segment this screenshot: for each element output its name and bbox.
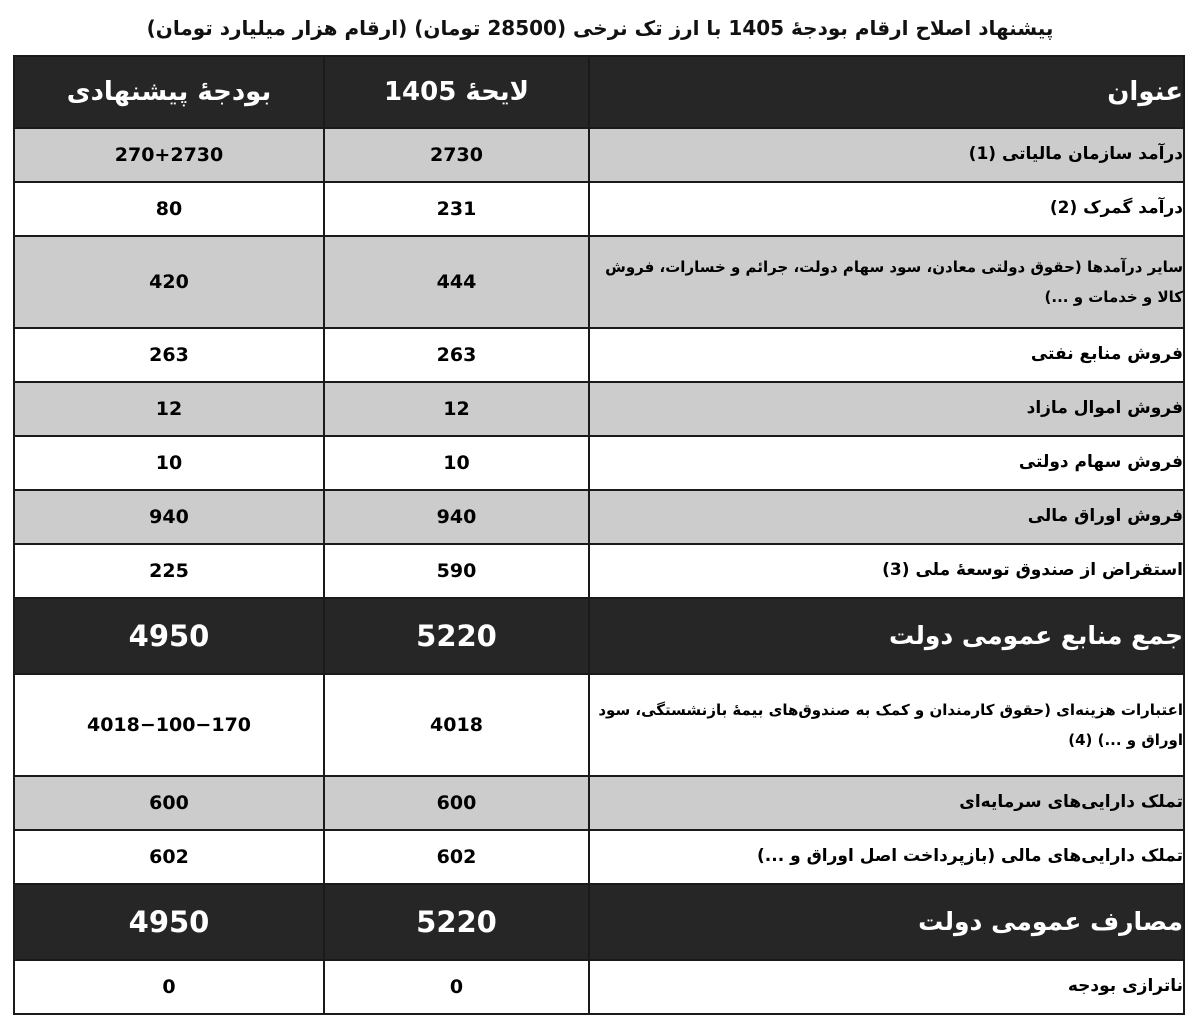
table-row	[14, 182, 1184, 236]
row-title-cell: فروش اموال مازاد	[589, 382, 1184, 436]
row-value-proposed-budget: 4950	[14, 598, 324, 674]
table-row	[14, 490, 1184, 544]
row-value-proposed-budget: 270+2730	[14, 128, 324, 182]
table-row	[14, 830, 1184, 884]
table-row	[14, 382, 1184, 436]
row-title-cell: درآمد گمرک (2)	[589, 182, 1184, 236]
row-title-cell: فروش سهام دولتی	[589, 436, 1184, 490]
row-value-bill-1405: 600	[324, 776, 589, 830]
row-value-bill-1405: 10	[324, 436, 589, 490]
row-title-cell: سایر درآمدها (حقوق دولتی معادن، سود سهام دولت، جرائم و خسارات، فروش کالا و خدمات و ...)	[589, 236, 1184, 328]
table-row-total	[14, 884, 1184, 960]
table-row	[14, 960, 1184, 1014]
row-value-bill-1405: 444	[324, 236, 589, 328]
row-value-proposed-budget: 600	[14, 776, 324, 830]
table-header	[14, 56, 1184, 128]
budget-table-container	[15, 55, 1185, 1015]
row-value-bill-1405: 590	[324, 544, 589, 598]
row-title-cell: ناترازی بودجه	[589, 960, 1184, 1014]
table-row-total	[14, 598, 1184, 674]
table-body	[14, 128, 1184, 1014]
row-title-cell: جمع منابع عمومی دولت	[589, 598, 1184, 674]
column-header-proposed-budget: بودجهٔ پیشنهادی	[14, 56, 324, 128]
row-value-proposed-budget: 940	[14, 490, 324, 544]
row-value-bill-1405: 940	[324, 490, 589, 544]
row-value-proposed-budget: 80	[14, 182, 324, 236]
page-title-text: پیشنهاد اصلاح ارقام بودجهٔ 1405 با ارز تک نرخی (28500 تومان) (ارقام هزار میلیارد تومان)	[146, 15, 1054, 40]
row-title-cell: استقراض از صندوق توسعهٔ ملی (3)	[589, 544, 1184, 598]
table-row	[14, 674, 1184, 776]
row-value-proposed-budget: 225	[14, 544, 324, 598]
row-value-bill-1405: 2730	[324, 128, 589, 182]
row-value-bill-1405: 0	[324, 960, 589, 1014]
row-value-proposed-budget: 12	[14, 382, 324, 436]
page-title	[0, 0, 1200, 55]
table-row	[14, 128, 1184, 182]
row-value-proposed-budget: 10	[14, 436, 324, 490]
table-row	[14, 776, 1184, 830]
row-value-bill-1405: 5220	[324, 598, 589, 674]
header-row	[14, 56, 1184, 128]
row-title-cell: مصارف عمومی دولت	[589, 884, 1184, 960]
table-row	[14, 544, 1184, 598]
row-title-cell: تملک دارایی‌های سرمایه‌ای	[589, 776, 1184, 830]
table-row	[14, 236, 1184, 328]
row-value-proposed-budget: 263	[14, 328, 324, 382]
row-value-bill-1405: 4018	[324, 674, 589, 776]
row-title-cell: درآمد سازمان مالیاتی (1)	[589, 128, 1184, 182]
row-value-proposed-budget: 420	[14, 236, 324, 328]
column-header-title: عنوان	[589, 56, 1184, 128]
budget-table	[13, 55, 1185, 1015]
row-value-bill-1405: 263	[324, 328, 589, 382]
row-value-bill-1405: 5220	[324, 884, 589, 960]
row-title-cell: اعتبارات هزینه‌ای (حقوق کارمندان و کمک به صندوق‌های بیمهٔ بازنشستگی، سود اوراق و ...) (4)	[589, 674, 1184, 776]
row-value-proposed-budget: 4950	[14, 884, 324, 960]
row-value-bill-1405: 231	[324, 182, 589, 236]
row-value-bill-1405: 12	[324, 382, 589, 436]
row-title-cell: تملک دارایی‌های مالی (بازپرداخت اصل اوراق و ...)	[589, 830, 1184, 884]
row-value-bill-1405: 602	[324, 830, 589, 884]
table-row	[14, 328, 1184, 382]
row-value-proposed-budget: 602	[14, 830, 324, 884]
row-title-cell: فروش اوراق مالی	[589, 490, 1184, 544]
row-value-proposed-budget: 0	[14, 960, 324, 1014]
column-header-bill-1405: لایحهٔ 1405	[324, 56, 589, 128]
row-title-cell: فروش منابع نفتی	[589, 328, 1184, 382]
table-row	[14, 436, 1184, 490]
row-value-proposed-budget: 4018−100−170	[14, 674, 324, 776]
